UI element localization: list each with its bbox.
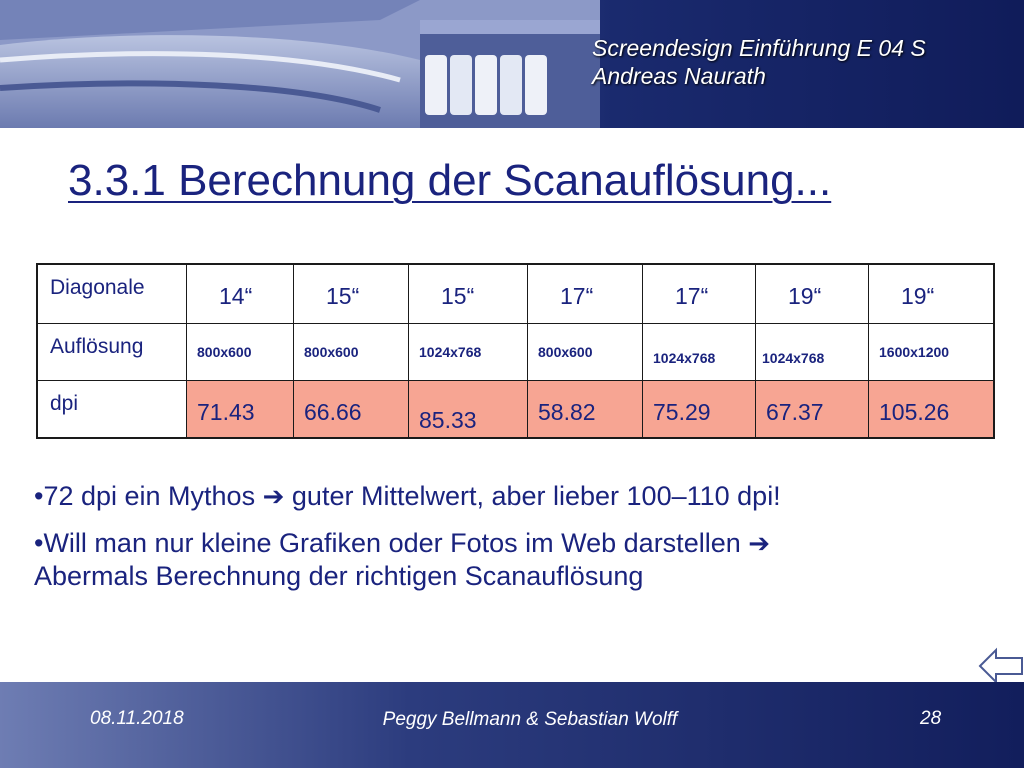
bullet-text: •72 dpi ein Mythos [34, 481, 256, 511]
diagonal-cell [409, 264, 528, 324]
dpi-cell [187, 381, 294, 439]
bullet-text: guter Mittelwert, aber lieber 100–110 dpi! [291, 481, 781, 511]
right-arrow-icon: ➔ [262, 481, 285, 511]
row-label: Diagonale [50, 276, 145, 299]
diagonal-value: 19“ [788, 283, 822, 309]
footer-authors: Peggy Bellmann & Sebastian Wolff [382, 709, 678, 730]
right-arrow-icon: ➔ [748, 528, 771, 558]
diagonal-value: 17“ [675, 283, 709, 309]
row-label-cell [37, 324, 187, 381]
footer-date: 08.11.2018 [90, 708, 184, 729]
dpi-cell [528, 381, 643, 439]
back-arrow-icon[interactable] [978, 646, 1024, 686]
resolution-cell [294, 324, 409, 381]
diagonal-cell [869, 264, 995, 324]
resolution-value: 1024x768 [762, 350, 825, 366]
bullet-text: •Will man nur kleine Grafiken oder Fotos im Web darstellen [34, 528, 741, 558]
resolution-cell [409, 324, 528, 381]
dpi-cell [756, 381, 869, 439]
diagonal-value: 14“ [219, 283, 253, 309]
resolution-value: 800x600 [197, 344, 252, 360]
page-number: 28 [920, 708, 942, 729]
printer-image [0, 0, 600, 128]
resolution-cell [756, 324, 869, 381]
diagonal-cell [756, 264, 869, 324]
bullet-item [34, 527, 1014, 593]
diagonal-value: 15“ [326, 283, 360, 309]
dpi-cell [869, 381, 995, 439]
dpi-value: 85.33 [419, 407, 477, 433]
diagonal-cell [528, 264, 643, 324]
resolution-value: 1024x768 [419, 344, 482, 360]
resolution-cell [528, 324, 643, 381]
row-label-cell [37, 264, 187, 324]
resolution-value: 1600x1200 [879, 344, 950, 360]
table-row-diagonale [37, 264, 994, 324]
dpi-value: 75.29 [653, 399, 711, 425]
diagonal-cell [643, 264, 756, 324]
dpi-value: 58.82 [538, 399, 596, 425]
row-label-cell [37, 381, 187, 439]
header-banner [0, 0, 1024, 128]
resolution-cell [187, 324, 294, 381]
dpi-value: 71.43 [197, 399, 255, 425]
bullet-text: Abermals Berechnung der richtigen Scanauflösung [34, 561, 644, 591]
table-row-dpi [37, 381, 994, 439]
resolution-value: 800x600 [538, 344, 593, 360]
resolution-cell [643, 324, 756, 381]
bullet-item [34, 480, 1014, 513]
diagonal-cell [294, 264, 409, 324]
slide-title: 3.3.1 Berechnung der Scanauflösung... [68, 156, 832, 205]
diagonal-value: 19“ [901, 283, 935, 309]
diagonal-cell [187, 264, 294, 324]
footer-bar [0, 682, 1024, 768]
dpi-cell [409, 381, 528, 439]
diagonal-value: 17“ [560, 283, 594, 309]
row-label: dpi [50, 392, 79, 415]
dpi-cell [294, 381, 409, 439]
header-course: Screendesign Einführung E 04 S [592, 35, 926, 61]
resolution-value: 1024x768 [653, 350, 716, 366]
dpi-cell [643, 381, 756, 439]
dpi-value: 105.26 [879, 399, 950, 425]
header-author: Andreas Naurath [592, 63, 766, 89]
dpi-value: 67.37 [766, 399, 824, 425]
bullet-list [34, 480, 1014, 607]
dpi-value: 66.66 [304, 399, 362, 425]
resolution-cell [869, 324, 995, 381]
dpi-table [36, 263, 995, 439]
resolution-value: 800x600 [304, 344, 359, 360]
row-label: Auflösung [50, 335, 144, 358]
diagonal-value: 15“ [441, 283, 475, 309]
header-text [592, 34, 926, 90]
table-row-aufloesung [37, 324, 994, 381]
